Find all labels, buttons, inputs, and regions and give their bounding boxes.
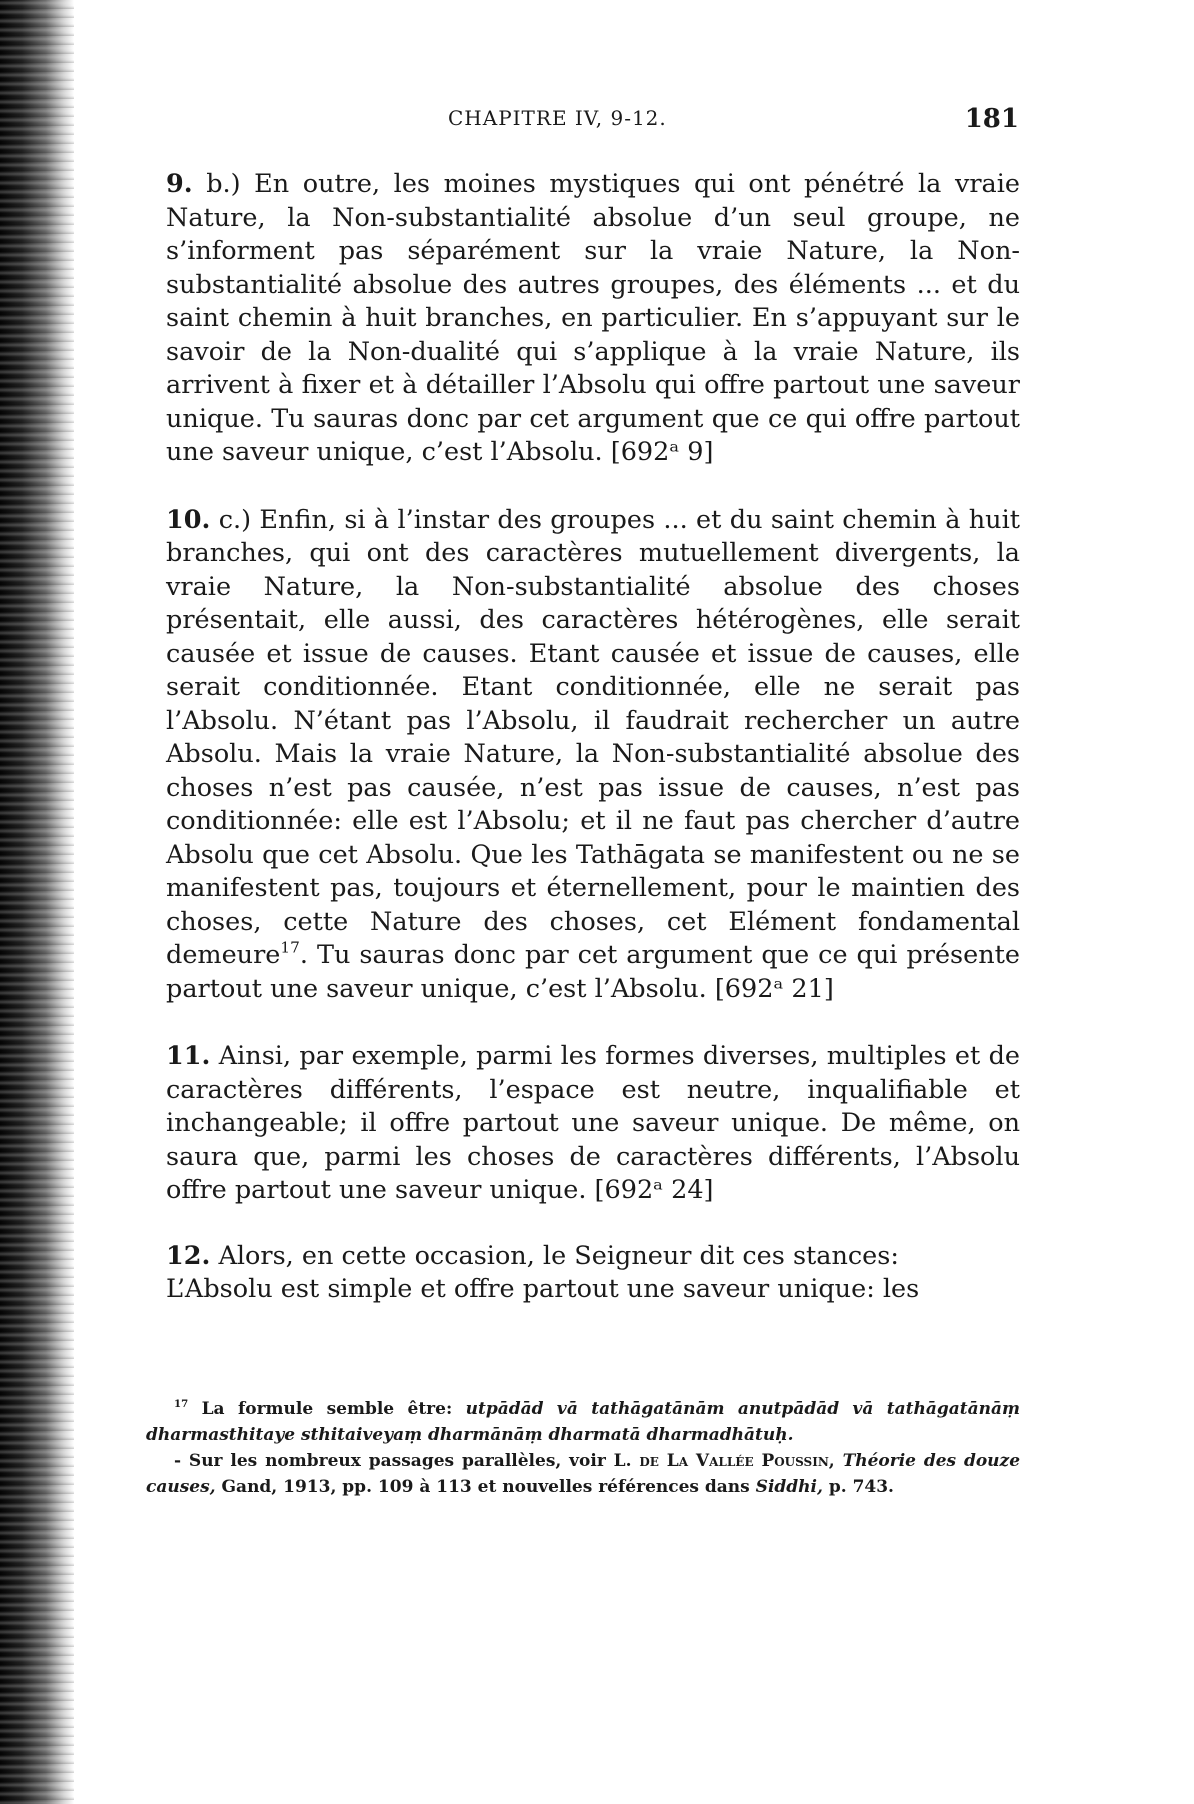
footnote-reference: 17 [280,938,300,957]
footnote-ref-prefix: Sur les nombreux passages parallèles, voir [188,1451,606,1471]
paragraph-text: Ainsi, par exemple, parmi les formes diverses, multiples et de caractères différents, l’espace est neutre, inqualifiable et inchangeable; il offre partout une saveur unique. De même, on saura que, parmi les choses de caractères différents, l’Absolu offre partout une saveur unique. [692ᵃ 24] [166,1041,1020,1205]
paragraph-number: 11. [166,1041,211,1071]
paragraph-text-continued: . Tu sauras donc par cet argument que ce qui présente partout une saveur unique, c’est l’Absolu. [692ᵃ 21] [166,940,1020,1004]
paragraph-number: 9. [166,169,193,199]
page-header [146,104,1019,144]
paragraph-text: b.) En outre, les moines mystiques qui ont pénétré la vraie Nature, la Non-substantialité absolue d’un seul groupe, ne s’informent pas séparément sur la vraie Nature, la Non-substantialité absolue des autres groupes, des éléments ... et du saint chemin à huit branches, en particulier. En s’appuyant sur le savoir de la Non-dualité qui s’applique à la vraie Nature, ils arrivent à fixer et à détailler l’Absolu qui offre partout une saveur unique. Tu sauras donc par cet argument que ce qui offre partout une saveur unique, c’est l’Absolu. [692ᵃ 9] [166,169,1020,467]
footnote-ref-end: p. 743. [828,1477,894,1497]
footnote-sanskrit: utpādād vā tathāgatānām anutpādād vā tathāgatānāṃ dharmasthitaye sthitaiveyaṃ dharmānāṃ dharmatā dharmadhātuḥ. [146,1399,1021,1445]
paragraph-text: Alors, en cette occasion, le Seigneur dit ces stances: [218,1240,899,1271]
body-text [146,168,1020,1307]
paragraph-number: 12. [166,1240,211,1271]
page-number: 181 [964,104,1019,134]
footnote-17 [146,1396,1020,1448]
paragraph-text: c.) Enfin, si à l’instar des groupes ... et du saint chemin à huit branches, qui ont des caractères mutuellement divergents, la vraie Nature, la Non-substantialité absolue des choses présentait, elle aussi, des caractères hétérogènes, elle serait causée et issue de causes. Etant causée et issue de causes, elle serait conditionnée. Etant conditionnée, elle ne serait pas l’Absolu. N’étant pas l’Absolu, il faudrait rechercher un autre Absolu. Mais la vraie Nature, la Non-substantialité absolue des choses n’est pas causée, n’est pas issue de causes, n’est pas conditionnée: elle est l’Absolu; et il ne faut pas chercher d’autre Absolu que cet Absolu. Que les Tathāgata se manifestent ou ne se manifestent pas, toujours et éternellement, pour le maintien des choses, cette Nature des choses, cet Elément fondamental demeure [166,504,1021,970]
paragraph-12 [146,1240,1020,1307]
footnote-author: L. de La Vallée Poussin, [613,1451,835,1471]
footnote-marker: 17 [174,1397,189,1410]
paragraph-10 [146,504,1020,1007]
paragraph-number: 10. [166,504,211,535]
paragraph-9 [146,168,1020,470]
footnote-ref-middle: Gand, 1913, pp. 109 à 113 et nouvelles références dans [221,1477,750,1497]
stanza-line: L’Absolu est simple et offre partout une saveur unique: les [166,1274,920,1304]
footnotes [146,1396,1020,1500]
paragraph-11 [146,1040,1020,1208]
footnote-book-title: Théorie des douze causes, [146,1451,1021,1497]
footnote-label: La formule semble être: [201,1399,453,1419]
footnote-journal: Siddhi, [755,1477,823,1497]
running-head: CHAPITRE IV, 9-12. [448,106,667,130]
footnote-references: - Sur les nombreux passages parallèles, voir L. de La Vallée Poussin, Théorie des douze causes, Gand, 1913, pp. 109 à 113 et nouvelles références dans Siddhi, p. 743. [146,1451,1021,1497]
